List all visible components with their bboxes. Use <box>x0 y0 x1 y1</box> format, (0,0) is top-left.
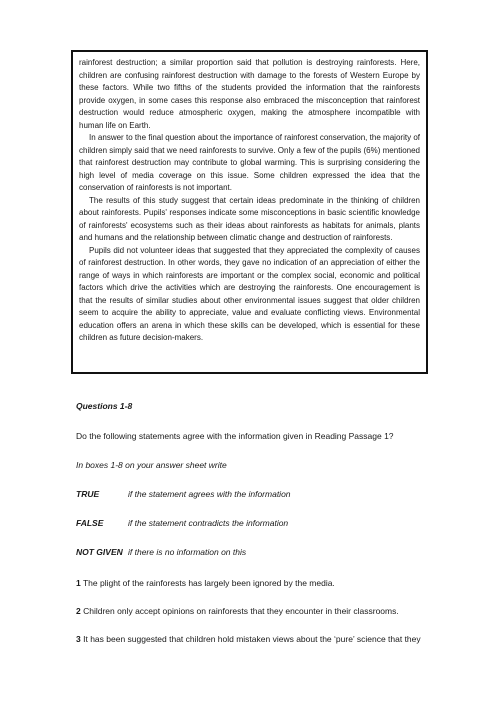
question-text: The plight of the rainforests has largely been ignored by the media. <box>82 578 335 588</box>
passage-paragraph-3: The results of this study suggest that certain ideas predominate in the thinking of children about rainforests. Pupils' responses indicate some misconceptions in basic scientific knowledge of rainforests' ecosystems such as their ideas about rainforests as habitats for animals, plants and humans and the relationship between climatic change and destruction of rainforests. <box>79 195 420 242</box>
questions-heading: Questions 1-8 <box>76 401 133 411</box>
answer-key-definition: if the statement agrees with the information <box>128 489 291 499</box>
passage-paragraph-4: Pupils did not volunteer ideas that suggested that they appreciated the complexity of causes of rainforest destruction. In other words, they gave no indication of an appreciation of either the range of ways in which rainforests are important or the complex social, economic and political factors which drive the activities which are destroying the rainforests. One encouragement is that the results of similar studies about other environmental issues suggest that older children seem to acquire the ability to appreciate, value and evaluate conflicting views. Environmental education offers an arena in which these skills can be developed, which is essential for these children as future decision-makers. <box>79 245 420 342</box>
question-text: It has been suggested that children hold mistaken views about the ‘pure’ science that they <box>83 634 421 644</box>
answer-key-term: TRUE <box>76 489 100 499</box>
answer-key-term: NOT GIVEN <box>76 547 123 557</box>
question-number: 2 <box>76 606 81 616</box>
answer-sheet-instruction: In boxes 1-8 on your answer sheet write <box>76 460 227 470</box>
answer-key-definition: if there is no information on this <box>128 547 247 557</box>
question-text: Children only accept opinions on rainforests that they encounter in their classrooms. <box>83 606 399 616</box>
answer-key-not-given <box>76 547 246 557</box>
question-item <box>76 606 428 617</box>
answer-key-definition: if the statement contradicts the information <box>128 518 289 528</box>
question-number: 1 <box>76 578 81 588</box>
answer-key-true <box>76 489 291 499</box>
question-item <box>76 578 428 589</box>
answer-key-false <box>76 518 288 528</box>
questions-instruction: Do the following statements agree with the information given in Reading Passage 1? <box>76 431 394 441</box>
answer-key-term: FALSE <box>76 518 104 528</box>
question-item <box>76 634 428 645</box>
reading-passage-box <box>71 50 428 374</box>
passage-paragraph-1: rainforest destruction; a similar proportion said that pollution is destroying rainforests. Here, children are confusing rainforest destruction with damage to the forests of Western Europe by these factors. While two fifths of the students provided the information that the rainforests provide oxygen, in some cases this response also embraced the misconception that rainforest destruction would reduce atmospheric oxygen, making the atmosphere incompatible with human life on Earth. <box>79 58 420 130</box>
question-number: 3 <box>76 634 81 644</box>
passage-paragraph-2: In answer to the final question about the importance of rainforest conservation, the majority of children simply said that we need rainforests to survive. Only a few of the pupils (6%) mentioned that rainforest destruction may contribute to global warming. This is surprising considering the high level of media coverage on this issue. Some children expressed the idea that the conservation of rainforests is not important. <box>79 133 420 192</box>
